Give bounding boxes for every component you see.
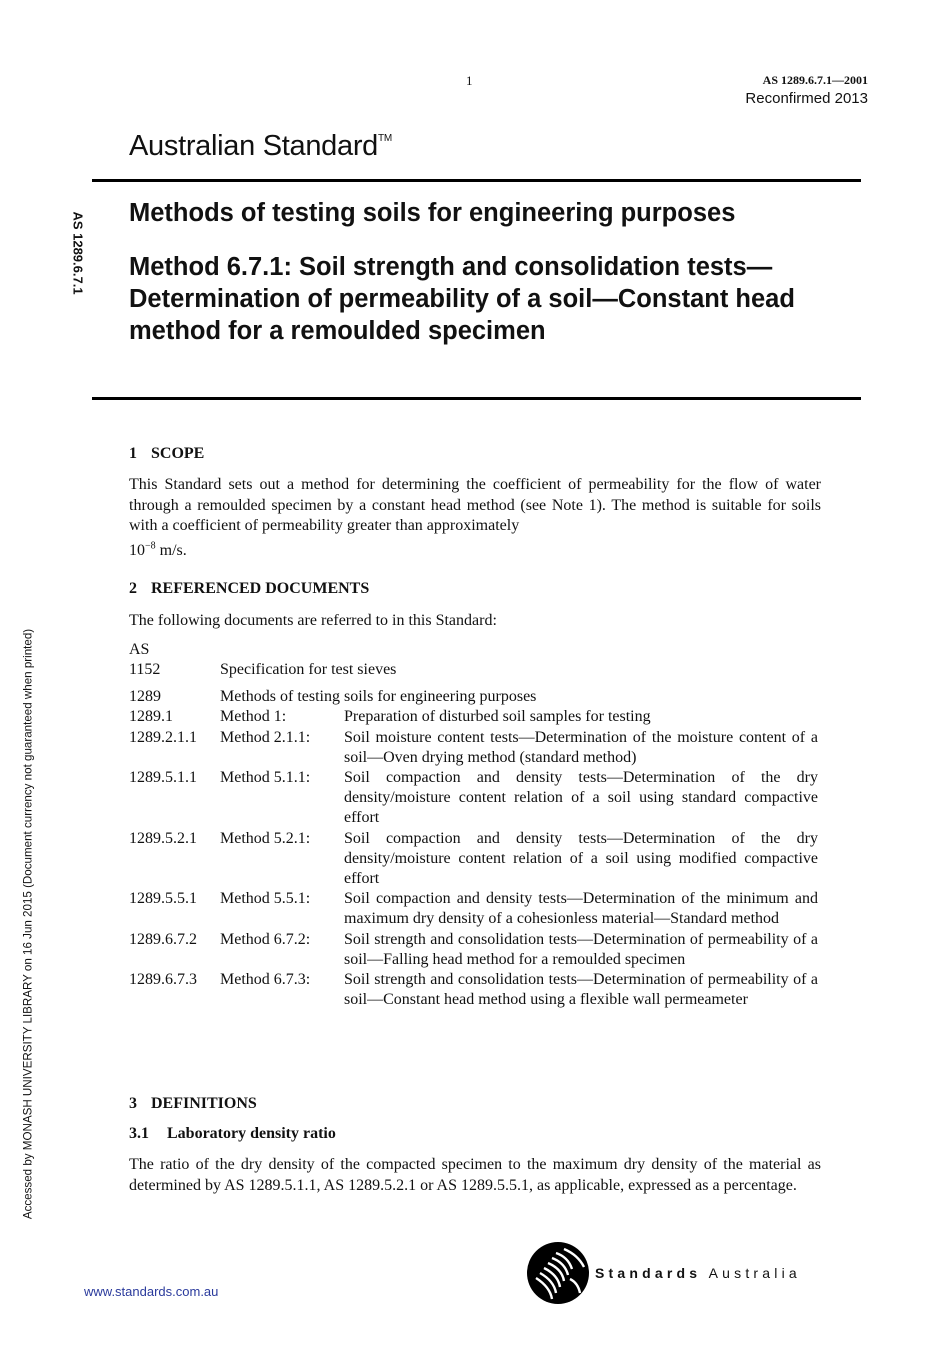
reference-row: 1289.1 Method 1: Preparation of disturbed soil samples for testing: [129, 708, 651, 726]
standards-australia-logo: [526, 1241, 866, 1305]
reference-row: 1152 Specification for test sieves: [129, 661, 397, 678]
page-number: 1: [466, 73, 473, 88]
scope-paragraph: This Standard sets out a method for determining the coefficient of permeability for the flow of water through a remoulded specimen by a constant head method (see Note 1). The method is suitable for soils with a coefficient of permeability greater than approximately $10^{-8}$ m/s.: [129, 476, 821, 559]
references-list: [129, 660, 821, 1010]
reference-row: 1289.6.7.2 Method 6.7.2: Soil strength and consolidation tests—Determination of permeability of a soil—Falling head method for a remoulded specimen: [129, 930, 818, 968]
reference-row: 1289.5.5.1 Method 5.5.1: Soil compaction and density tests—Determination of the minimum and maximum dry density of a cohesionless material—Standard method: [129, 890, 818, 928]
reference-row: 1289.2.1.1 Method 2.1.1: Soil moisture content tests—Determination of the moisture content of a soil—Oven drying method (standard method): [129, 728, 818, 766]
reference-row: 1289.5.1.1 Method 5.1.1: Soil compaction and density tests—Determination of the dry density/moisture content relation of a soil using standard compactive effort: [129, 769, 818, 827]
top-rule: [92, 179, 861, 182]
reference-row: 1289.5.2.1 Method 5.2.1: Soil compaction and density tests—Determination of the dry density/moisture content relation of a soil using modified compactive effort: [129, 829, 818, 888]
brand-name: Australian Standard: [129, 130, 379, 162]
standards-logo-icon: [526, 1241, 590, 1305]
website-link[interactable]: www.standards.com.au: [84, 1284, 219, 1299]
document-title: Methods of testing soils for engineering purposes: [129, 199, 736, 227]
standard-id: AS 1289.6.7.1—2001: [762, 73, 868, 87]
side-standard-code: AS 1289.6.7.1: [70, 210, 86, 295]
reference-row: 1289 Methods of testing soils for engineering purposes: [129, 688, 537, 706]
brand-heading: [129, 130, 392, 163]
bottom-rule: [92, 397, 861, 400]
reconfirmed-note: Reconfirmed 2013: [745, 90, 868, 107]
permeability-value: $10^{-8}$ m/s.: [129, 540, 187, 559]
reference-row: 1289.6.7.3 Method 6.7.3: Soil strength and consolidation tests—Determination of permeability of a soil—Constant head method using a flexible wall permeameter: [129, 971, 818, 1009]
density-ratio-paragraph: The ratio of the dry density of the compacted specimen to the maximum dry density of the material as determined by AS 1289.5.1.1, AS 1289.5.2.1 or AS 1289.5.5.1, as applicable, expressed as a percentage.: [129, 1156, 821, 1194]
references-group-label: AS: [129, 641, 150, 658]
section-heading-definitions: 3 DEFINITIONS: [129, 1095, 257, 1112]
references-intro: The following documents are referred to in this Standard:: [129, 612, 497, 629]
access-watermark: Accessed by MONASH UNIVERSITY LIBRARY on 16 Jun 2015 (Document currency not guaranteed when printed): [21, 628, 35, 1219]
section-heading-references: 2 REFERENCED DOCUMENTS: [129, 580, 370, 597]
section-heading-scope: 1 SCOPE: [129, 445, 205, 462]
trademark-mark: TM: [378, 133, 392, 144]
logo-wordmark: Standards Australia: [595, 1265, 801, 1281]
subsection-heading-density-ratio: 3.1 Laboratory density ratio: [129, 1125, 336, 1142]
method-title: Method 6.7.1: Soil strength and consolidation tests—Determination of permeability of a soil—Constant head method for a remoulded specimen: [129, 253, 795, 345]
